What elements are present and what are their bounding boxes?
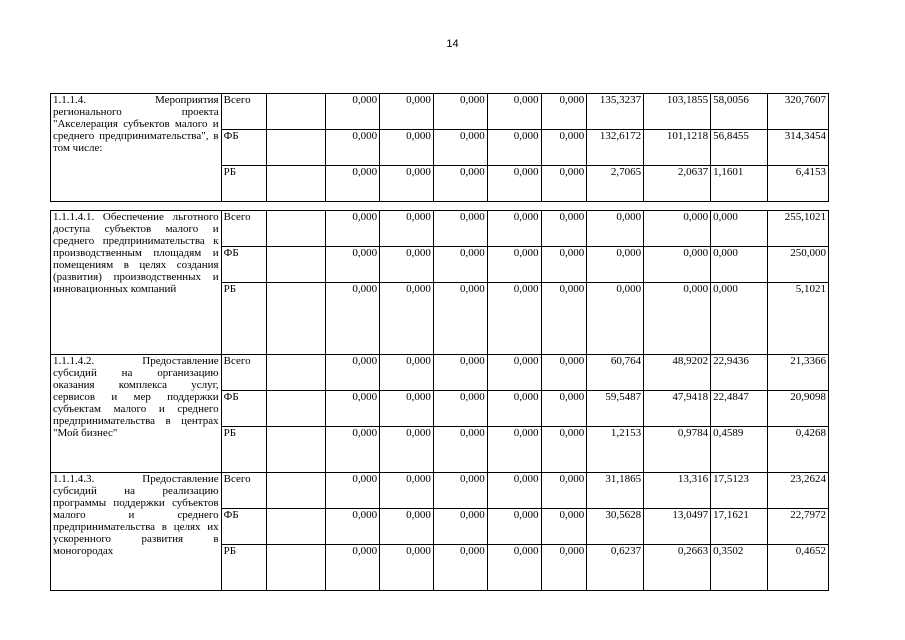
value-cell: 0,000 xyxy=(326,211,380,247)
value-cell: 0,000 xyxy=(380,427,434,473)
value-cell: 0,000 xyxy=(487,427,541,473)
empty-cell xyxy=(267,509,326,545)
table-body xyxy=(51,94,829,591)
value-cell: 56,8455 xyxy=(711,130,768,166)
value-cell: 0,000 xyxy=(326,391,380,427)
empty-cell xyxy=(267,211,326,247)
measure-name: 1.1.1.4.1. Обеспечение льготного доступа субъектов малого и среднего предпринимательства к производственным площадям и помещениям в целях создания (развития) производственных и инновационных компаний xyxy=(51,211,222,355)
funding-source: ФБ xyxy=(221,509,267,545)
value-cell: 0,000 xyxy=(541,355,587,391)
value-cell: 0,000 xyxy=(541,211,587,247)
value-cell: 0,000 xyxy=(541,247,587,283)
funding-source: ФБ xyxy=(221,247,267,283)
value-cell: 0,000 xyxy=(487,283,541,355)
value-cell: 0,000 xyxy=(380,355,434,391)
value-cell: 0,000 xyxy=(711,211,768,247)
value-cell: 13,0497 xyxy=(644,509,711,545)
value-cell: 0,000 xyxy=(433,166,487,202)
measure-name: 1.1.1.4.2. Предоставление субсидий на организацию оказания комплекса услуг, сервисов и мер поддержки субъектам малого и среднего предпринимательства в центрах "Мой бизнес" xyxy=(51,355,222,473)
measure-name: 1.1.1.4. Мероприятия регионального проекта "Акселерация субъектов малого и среднего предпринимательства", в том числе: xyxy=(51,94,222,202)
empty-cell xyxy=(267,247,326,283)
row-gap-cell xyxy=(51,202,829,211)
row-gap xyxy=(51,202,829,211)
funding-source: Всего xyxy=(221,473,267,509)
value-cell: 58,0056 xyxy=(711,94,768,130)
value-cell: 0,000 xyxy=(644,283,711,355)
value-cell: 0,3502 xyxy=(711,545,768,591)
value-cell: 0,000 xyxy=(541,94,587,130)
value-cell: 48,9202 xyxy=(644,355,711,391)
value-cell: 0,000 xyxy=(326,247,380,283)
value-cell: 0,000 xyxy=(380,283,434,355)
funding-source: РБ xyxy=(221,427,267,473)
value-cell: 0,000 xyxy=(433,283,487,355)
empty-cell xyxy=(267,391,326,427)
value-cell: 0,000 xyxy=(487,166,541,202)
value-cell: 0,000 xyxy=(433,427,487,473)
measure-name: 1.1.1.4.3. Предоставление субсидий на реализацию программы поддержки субъектов малого и среднего предпринимательства в целях их ускоренного развития в моногородах xyxy=(51,473,222,591)
value-cell: 2,0637 xyxy=(644,166,711,202)
empty-cell xyxy=(267,130,326,166)
value-cell: 0,000 xyxy=(433,94,487,130)
value-cell: 0,000 xyxy=(487,509,541,545)
value-cell: 0,000 xyxy=(326,166,380,202)
value-cell: 0,2663 xyxy=(644,545,711,591)
value-cell: 17,5123 xyxy=(711,473,768,509)
table-row xyxy=(51,94,829,130)
value-cell: 5,1021 xyxy=(768,283,829,355)
value-cell: 0,000 xyxy=(644,247,711,283)
empty-cell xyxy=(267,355,326,391)
empty-cell xyxy=(267,473,326,509)
table-row xyxy=(51,355,829,391)
value-cell: 0,000 xyxy=(541,283,587,355)
value-cell: 0,000 xyxy=(433,509,487,545)
funding-source: ФБ xyxy=(221,391,267,427)
page-number: 14 xyxy=(446,38,459,50)
value-cell: 0,000 xyxy=(380,94,434,130)
value-cell: 31,1865 xyxy=(587,473,644,509)
value-cell: 0,000 xyxy=(587,283,644,355)
value-cell: 60,764 xyxy=(587,355,644,391)
value-cell: 0,000 xyxy=(487,545,541,591)
value-cell: 2,7065 xyxy=(587,166,644,202)
value-cell: 314,3454 xyxy=(768,130,829,166)
value-cell: 0,000 xyxy=(541,545,587,591)
value-cell: 0,000 xyxy=(433,355,487,391)
value-cell: 0,000 xyxy=(541,509,587,545)
value-cell: 0,9784 xyxy=(644,427,711,473)
value-cell: 0,000 xyxy=(487,94,541,130)
value-cell: 0,000 xyxy=(380,509,434,545)
value-cell: 255,1021 xyxy=(768,211,829,247)
value-cell: 0,000 xyxy=(326,94,380,130)
funding-source: РБ xyxy=(221,166,267,202)
value-cell: 132,6172 xyxy=(587,130,644,166)
value-cell: 135,3237 xyxy=(587,94,644,130)
value-cell: 13,316 xyxy=(644,473,711,509)
value-cell: 22,9436 xyxy=(711,355,768,391)
value-cell: 103,1855 xyxy=(644,94,711,130)
funding-source: РБ xyxy=(221,545,267,591)
value-cell: 0,000 xyxy=(433,545,487,591)
value-cell: 0,000 xyxy=(380,473,434,509)
value-cell: 6,4153 xyxy=(768,166,829,202)
value-cell: 0,000 xyxy=(326,130,380,166)
value-cell: 320,7607 xyxy=(768,94,829,130)
value-cell: 0,000 xyxy=(433,473,487,509)
value-cell: 21,3366 xyxy=(768,355,829,391)
value-cell: 0,000 xyxy=(380,211,434,247)
value-cell: 0,000 xyxy=(380,247,434,283)
value-cell: 0,000 xyxy=(433,211,487,247)
value-cell: 0,000 xyxy=(487,473,541,509)
value-cell: 0,4652 xyxy=(768,545,829,591)
empty-cell xyxy=(267,545,326,591)
value-cell: 0,000 xyxy=(326,283,380,355)
value-cell: 20,9098 xyxy=(768,391,829,427)
value-cell: 59,5487 xyxy=(587,391,644,427)
value-cell: 22,7972 xyxy=(768,509,829,545)
value-cell: 0,000 xyxy=(487,247,541,283)
value-cell: 0,000 xyxy=(587,211,644,247)
value-cell: 17,1621 xyxy=(711,509,768,545)
funding-source: Всего xyxy=(221,211,267,247)
value-cell: 0,000 xyxy=(433,391,487,427)
value-cell: 0,6237 xyxy=(587,545,644,591)
value-cell: 0,000 xyxy=(541,166,587,202)
value-cell: 0,000 xyxy=(487,391,541,427)
value-cell: 0,000 xyxy=(711,247,768,283)
value-cell: 0,000 xyxy=(541,427,587,473)
value-cell: 0,000 xyxy=(380,166,434,202)
value-cell: 0,000 xyxy=(487,355,541,391)
value-cell: 23,2624 xyxy=(768,473,829,509)
value-cell: 101,1218 xyxy=(644,130,711,166)
value-cell: 250,000 xyxy=(768,247,829,283)
value-cell: 0,4268 xyxy=(768,427,829,473)
value-cell: 0,000 xyxy=(326,473,380,509)
table-row xyxy=(51,211,829,247)
value-cell: 0,000 xyxy=(541,130,587,166)
value-cell: 0,000 xyxy=(541,391,587,427)
value-cell: 0,000 xyxy=(380,545,434,591)
value-cell: 0,000 xyxy=(326,509,380,545)
value-cell: 1,1601 xyxy=(711,166,768,202)
value-cell: 0,000 xyxy=(380,130,434,166)
empty-cell xyxy=(267,94,326,130)
value-cell: 0,000 xyxy=(326,355,380,391)
value-cell: 0,000 xyxy=(433,247,487,283)
funding-source: Всего xyxy=(221,94,267,130)
funding-source: ФБ xyxy=(221,130,267,166)
value-cell: 0,000 xyxy=(380,391,434,427)
value-cell: 0,000 xyxy=(711,283,768,355)
value-cell: 47,9418 xyxy=(644,391,711,427)
value-cell: 22,4847 xyxy=(711,391,768,427)
table-row xyxy=(51,473,829,509)
empty-cell xyxy=(267,166,326,202)
value-cell: 0,4589 xyxy=(711,427,768,473)
value-cell: 0,000 xyxy=(326,427,380,473)
value-cell: 0,000 xyxy=(541,473,587,509)
value-cell: 0,000 xyxy=(487,211,541,247)
value-cell: 30,5628 xyxy=(587,509,644,545)
value-cell: 0,000 xyxy=(587,247,644,283)
value-cell: 0,000 xyxy=(433,130,487,166)
value-cell: 0,000 xyxy=(644,211,711,247)
budget-table xyxy=(50,93,829,591)
funding-source: Всего xyxy=(221,355,267,391)
value-cell: 1,2153 xyxy=(587,427,644,473)
value-cell: 0,000 xyxy=(487,130,541,166)
empty-cell xyxy=(267,283,326,355)
funding-source: РБ xyxy=(221,283,267,355)
empty-cell xyxy=(267,427,326,473)
value-cell: 0,000 xyxy=(326,545,380,591)
